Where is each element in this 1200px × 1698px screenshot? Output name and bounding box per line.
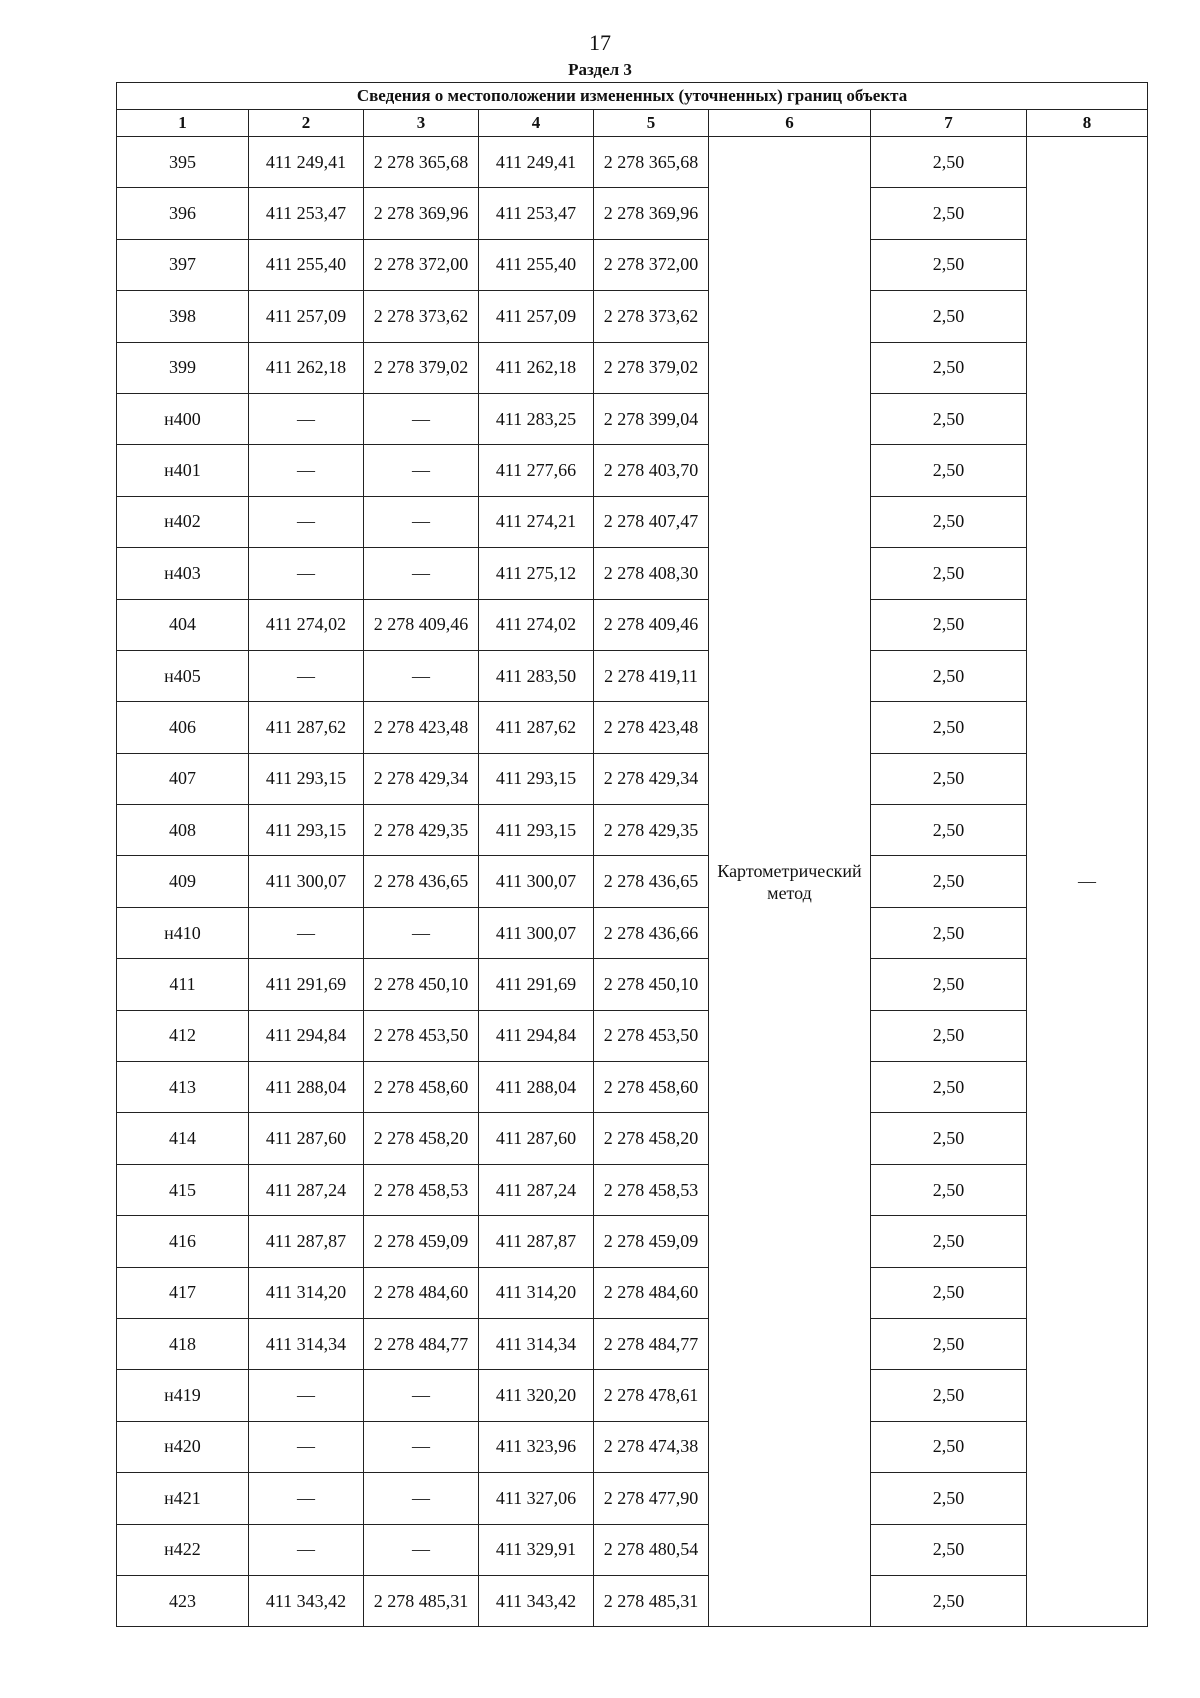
column-number: 1 [117,110,249,137]
accuracy-cell: 2,50 [871,856,1027,907]
x-refined-cell: 411 293,15 [479,805,594,856]
x-refined-cell: 411 253,47 [479,188,594,239]
accuracy-cell: 2,50 [871,1062,1027,1113]
y-refined-cell: 2 278 379,02 [594,342,709,393]
y-refined-cell: 2 278 429,35 [594,805,709,856]
x-refined-cell: 411 287,60 [479,1113,594,1164]
x-existing-cell: 411 262,18 [249,342,364,393]
y-refined-cell: 2 278 474,38 [594,1421,709,1472]
point-number-cell: н419 [117,1370,249,1421]
y-existing-cell: — [364,1524,479,1575]
y-existing-cell: — [364,1421,479,1472]
accuracy-cell: 2,50 [871,1318,1027,1369]
y-refined-cell: 2 278 453,50 [594,1010,709,1061]
accuracy-cell: 2,50 [871,342,1027,393]
x-existing-cell: 411 288,04 [249,1062,364,1113]
point-number-cell: 412 [117,1010,249,1061]
accuracy-cell: 2,50 [871,599,1027,650]
y-existing-cell: — [364,1370,479,1421]
y-existing-cell: 2 278 373,62 [364,291,479,342]
table-row [117,856,1148,907]
table-row [117,445,1148,496]
y-refined-cell: 2 278 373,62 [594,291,709,342]
x-refined-cell: 411 283,50 [479,650,594,701]
accuracy-cell: 2,50 [871,1164,1027,1215]
column-number: 5 [594,110,709,137]
x-refined-cell: 411 300,07 [479,907,594,958]
accuracy-cell: 2,50 [871,1473,1027,1524]
point-number-cell: 417 [117,1267,249,1318]
y-existing-cell: 2 278 458,53 [364,1164,479,1215]
point-number-cell: 423 [117,1575,249,1626]
accuracy-cell: 2,50 [871,137,1027,188]
point-number-cell: 416 [117,1216,249,1267]
x-refined-cell: 411 283,25 [479,393,594,444]
y-existing-cell: — [364,445,479,496]
accuracy-cell: 2,50 [871,1216,1027,1267]
y-existing-cell: 2 278 484,77 [364,1318,479,1369]
y-refined-cell: 2 278 458,20 [594,1113,709,1164]
y-refined-cell: 2 278 458,53 [594,1164,709,1215]
y-refined-cell: 2 278 372,00 [594,239,709,290]
x-refined-cell: 411 314,34 [479,1318,594,1369]
x-existing-cell: 411 287,24 [249,1164,364,1215]
point-number-cell: 411 [117,959,249,1010]
y-refined-cell: 2 278 408,30 [594,548,709,599]
y-existing-cell: 2 278 372,00 [364,239,479,290]
y-existing-cell: 2 278 436,65 [364,856,479,907]
y-existing-cell: 2 278 365,68 [364,137,479,188]
x-refined-cell: 411 255,40 [479,239,594,290]
x-refined-cell: 411 257,09 [479,291,594,342]
x-refined-cell: 411 294,84 [479,1010,594,1061]
y-existing-cell: — [364,907,479,958]
y-refined-cell: 2 278 484,60 [594,1267,709,1318]
x-existing-cell: 411 293,15 [249,805,364,856]
x-existing-cell: 411 255,40 [249,239,364,290]
table-row [117,1524,1148,1575]
y-refined-cell: 2 278 480,54 [594,1524,709,1575]
x-existing-cell: 411 253,47 [249,188,364,239]
column-number: 3 [364,110,479,137]
x-existing-cell: 411 274,02 [249,599,364,650]
y-existing-cell: 2 278 429,35 [364,805,479,856]
table-row [117,1267,1148,1318]
point-number-cell: 418 [117,1318,249,1369]
column-number: 8 [1027,110,1148,137]
y-existing-cell: 2 278 458,20 [364,1113,479,1164]
y-refined-cell: 2 278 369,96 [594,188,709,239]
accuracy-cell: 2,50 [871,1421,1027,1472]
x-existing-cell: — [249,1473,364,1524]
y-existing-cell: — [364,393,479,444]
table-row [117,1421,1148,1472]
x-existing-cell: — [249,1370,364,1421]
table-row [117,1164,1148,1215]
x-existing-cell: 411 294,84 [249,1010,364,1061]
point-number-cell: н405 [117,650,249,701]
point-number-cell: 397 [117,239,249,290]
x-refined-cell: 411 314,20 [479,1267,594,1318]
point-number-cell: н403 [117,548,249,599]
x-existing-cell: 411 287,87 [249,1216,364,1267]
table-row [117,393,1148,444]
table-row [117,342,1148,393]
column-8-cell: — [1027,137,1148,1627]
x-existing-cell: — [249,393,364,444]
accuracy-cell: 2,50 [871,805,1027,856]
x-existing-cell: — [249,496,364,547]
accuracy-cell: 2,50 [871,291,1027,342]
y-existing-cell: 2 278 429,34 [364,753,479,804]
x-existing-cell: 411 314,34 [249,1318,364,1369]
y-existing-cell: 2 278 453,50 [364,1010,479,1061]
method-cell: Картометрический метод [709,137,871,1627]
table-row [117,291,1148,342]
table-row [117,496,1148,547]
point-number-cell: н400 [117,393,249,444]
x-existing-cell: 411 293,15 [249,753,364,804]
section-title: Раздел 3 [568,60,632,79]
x-refined-cell: 411 277,66 [479,445,594,496]
point-number-cell: 407 [117,753,249,804]
table-row [117,702,1148,753]
point-number-cell: 415 [117,1164,249,1215]
table-row [117,548,1148,599]
x-existing-cell: 411 257,09 [249,291,364,342]
y-refined-cell: 2 278 399,04 [594,393,709,444]
point-number-cell: 396 [117,188,249,239]
x-refined-cell: 411 274,02 [479,599,594,650]
x-existing-cell: — [249,1421,364,1472]
x-existing-cell: — [249,650,364,701]
point-number-cell: 399 [117,342,249,393]
table-row [117,1113,1148,1164]
x-refined-cell: 411 329,91 [479,1524,594,1575]
table-row [117,959,1148,1010]
y-refined-cell: 2 278 458,60 [594,1062,709,1113]
point-number-cell: 395 [117,137,249,188]
y-refined-cell: 2 278 477,90 [594,1473,709,1524]
table-row [117,137,1148,188]
y-refined-cell: 2 278 485,31 [594,1575,709,1626]
x-refined-cell: 411 300,07 [479,856,594,907]
y-existing-cell: 2 278 485,31 [364,1575,479,1626]
table-row [117,1010,1148,1061]
accuracy-cell: 2,50 [871,445,1027,496]
table-caption: Сведения о местоположении измененных (уточненных) границ объекта [117,83,1148,110]
column-number: 6 [709,110,871,137]
table-row [117,1318,1148,1369]
table-row [117,805,1148,856]
y-refined-cell: 2 278 403,70 [594,445,709,496]
x-existing-cell: — [249,445,364,496]
x-refined-cell: 411 288,04 [479,1062,594,1113]
point-number-cell: 404 [117,599,249,650]
x-refined-cell: 411 343,42 [479,1575,594,1626]
x-refined-cell: 411 287,62 [479,702,594,753]
accuracy-cell: 2,50 [871,1010,1027,1061]
y-existing-cell: 2 278 379,02 [364,342,479,393]
y-existing-cell: 2 278 369,96 [364,188,479,239]
point-number-cell: 398 [117,291,249,342]
y-existing-cell: — [364,548,479,599]
x-existing-cell: 411 300,07 [249,856,364,907]
accuracy-cell: 2,50 [871,548,1027,599]
point-number-cell: н420 [117,1421,249,1472]
y-refined-cell: 2 278 409,46 [594,599,709,650]
point-number-cell: н402 [117,496,249,547]
y-refined-cell: 2 278 459,09 [594,1216,709,1267]
table-row [117,599,1148,650]
accuracy-cell: 2,50 [871,753,1027,804]
accuracy-cell: 2,50 [871,239,1027,290]
y-refined-cell: 2 278 429,34 [594,753,709,804]
x-refined-cell: 411 327,06 [479,1473,594,1524]
point-number-cell: н421 [117,1473,249,1524]
point-number-cell: 408 [117,805,249,856]
table-row [117,239,1148,290]
table-row [117,1473,1148,1524]
x-existing-cell: 411 249,41 [249,137,364,188]
accuracy-cell: 2,50 [871,1575,1027,1626]
accuracy-cell: 2,50 [871,496,1027,547]
y-existing-cell: — [364,496,479,547]
x-refined-cell: 411 287,87 [479,1216,594,1267]
y-refined-cell: 2 278 423,48 [594,702,709,753]
boundary-coordinates-table [116,82,1148,1627]
accuracy-cell: 2,50 [871,959,1027,1010]
x-refined-cell: 411 262,18 [479,342,594,393]
table-row [117,650,1148,701]
column-number: 2 [249,110,364,137]
accuracy-cell: 2,50 [871,1267,1027,1318]
y-refined-cell: 2 278 478,61 [594,1370,709,1421]
x-refined-cell: 411 323,96 [479,1421,594,1472]
y-refined-cell: 2 278 419,11 [594,650,709,701]
y-refined-cell: 2 278 436,65 [594,856,709,907]
accuracy-cell: 2,50 [871,1113,1027,1164]
y-existing-cell: 2 278 409,46 [364,599,479,650]
x-existing-cell: 411 291,69 [249,959,364,1010]
y-refined-cell: 2 278 450,10 [594,959,709,1010]
x-refined-cell: 411 320,20 [479,1370,594,1421]
y-existing-cell: — [364,1473,479,1524]
accuracy-cell: 2,50 [871,393,1027,444]
accuracy-cell: 2,50 [871,650,1027,701]
x-existing-cell: — [249,907,364,958]
accuracy-cell: 2,50 [871,188,1027,239]
table-row [117,1575,1148,1626]
table-row [117,1062,1148,1113]
point-number-cell: 413 [117,1062,249,1113]
x-existing-cell: 411 287,60 [249,1113,364,1164]
y-existing-cell: 2 278 459,09 [364,1216,479,1267]
x-refined-cell: 411 274,21 [479,496,594,547]
page-number: 17 [589,30,611,55]
x-refined-cell: 411 275,12 [479,548,594,599]
x-refined-cell: 411 291,69 [479,959,594,1010]
accuracy-cell: 2,50 [871,907,1027,958]
x-existing-cell: — [249,1524,364,1575]
point-number-cell: 414 [117,1113,249,1164]
x-existing-cell: 411 343,42 [249,1575,364,1626]
x-existing-cell: 411 287,62 [249,702,364,753]
point-number-cell: 406 [117,702,249,753]
table-row [117,188,1148,239]
accuracy-cell: 2,50 [871,1524,1027,1575]
point-number-cell: н401 [117,445,249,496]
column-number: 4 [479,110,594,137]
table-body [117,137,1148,1627]
table-row [117,1370,1148,1421]
accuracy-cell: 2,50 [871,1370,1027,1421]
table-row [117,1216,1148,1267]
table-row [117,753,1148,804]
x-refined-cell: 411 293,15 [479,753,594,804]
point-number-cell: 409 [117,856,249,907]
y-existing-cell: 2 278 484,60 [364,1267,479,1318]
y-refined-cell: 2 278 407,47 [594,496,709,547]
x-existing-cell: 411 314,20 [249,1267,364,1318]
y-existing-cell: — [364,650,479,701]
y-existing-cell: 2 278 450,10 [364,959,479,1010]
column-number-row [117,110,1148,137]
y-refined-cell: 2 278 365,68 [594,137,709,188]
accuracy-cell: 2,50 [871,702,1027,753]
y-refined-cell: 2 278 436,66 [594,907,709,958]
y-existing-cell: 2 278 423,48 [364,702,479,753]
x-refined-cell: 411 249,41 [479,137,594,188]
column-number: 7 [871,110,1027,137]
point-number-cell: н422 [117,1524,249,1575]
table-row [117,907,1148,958]
x-refined-cell: 411 287,24 [479,1164,594,1215]
y-existing-cell: 2 278 458,60 [364,1062,479,1113]
y-refined-cell: 2 278 484,77 [594,1318,709,1369]
x-existing-cell: — [249,548,364,599]
point-number-cell: н410 [117,907,249,958]
